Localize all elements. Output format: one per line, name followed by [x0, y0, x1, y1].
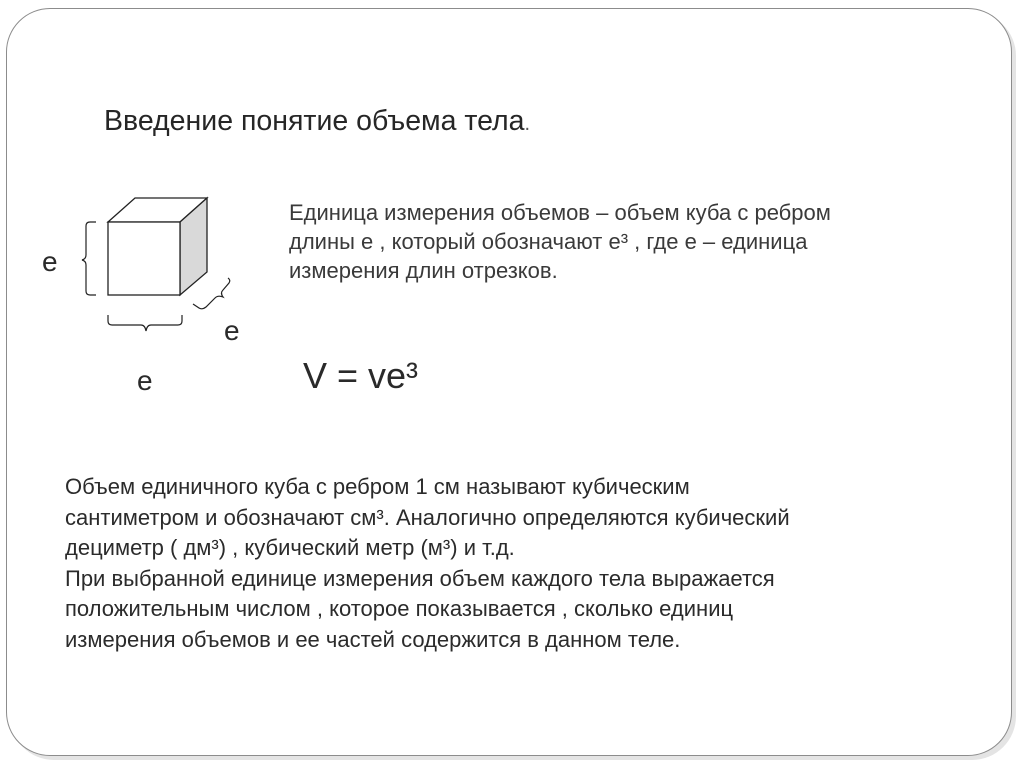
edge-label-side: е — [224, 315, 240, 346]
unit-definition — [289, 198, 989, 285]
slide-title — [104, 103, 530, 142]
definition-line: длины е , который обозначают е³ , где е – единица — [289, 229, 808, 254]
body-paragraph — [65, 472, 965, 655]
definition-line: Единица измерения объемов – объем куба с ребром — [289, 200, 831, 225]
slide-title-dot: . — [524, 113, 531, 135]
body-line: Объем единичного куба с ребром 1 см называют кубическим — [65, 474, 690, 499]
body-line: сантиметром и обозначают см³. Аналогично определяются кубический — [65, 504, 790, 530]
edge-label-left: е — [42, 246, 58, 277]
body-line: дециметр ( дм³) , кубический метр (м³) и т.д. — [65, 535, 515, 560]
body-line: измерения объемов и ее частей содержится в данном теле. — [65, 626, 681, 652]
slide-title-text: Введение понятие объема тела — [104, 105, 525, 137]
cube-diagram — [30, 185, 250, 395]
side-edge-brace — [193, 278, 230, 309]
edge-label-bottom: е — [137, 365, 153, 395]
volume-formula: V = vе³ — [303, 355, 419, 396]
cube-front-face — [108, 222, 180, 295]
body-line: При выбранной единице измерения объем каждого тела выражается — [65, 565, 775, 591]
bottom-edge-brace — [108, 315, 182, 331]
definition-line: измерения длин отрезков. — [289, 258, 558, 283]
body-line: положительным числом , которое показывается , сколько единиц — [65, 596, 734, 621]
left-edge-brace — [82, 222, 96, 295]
